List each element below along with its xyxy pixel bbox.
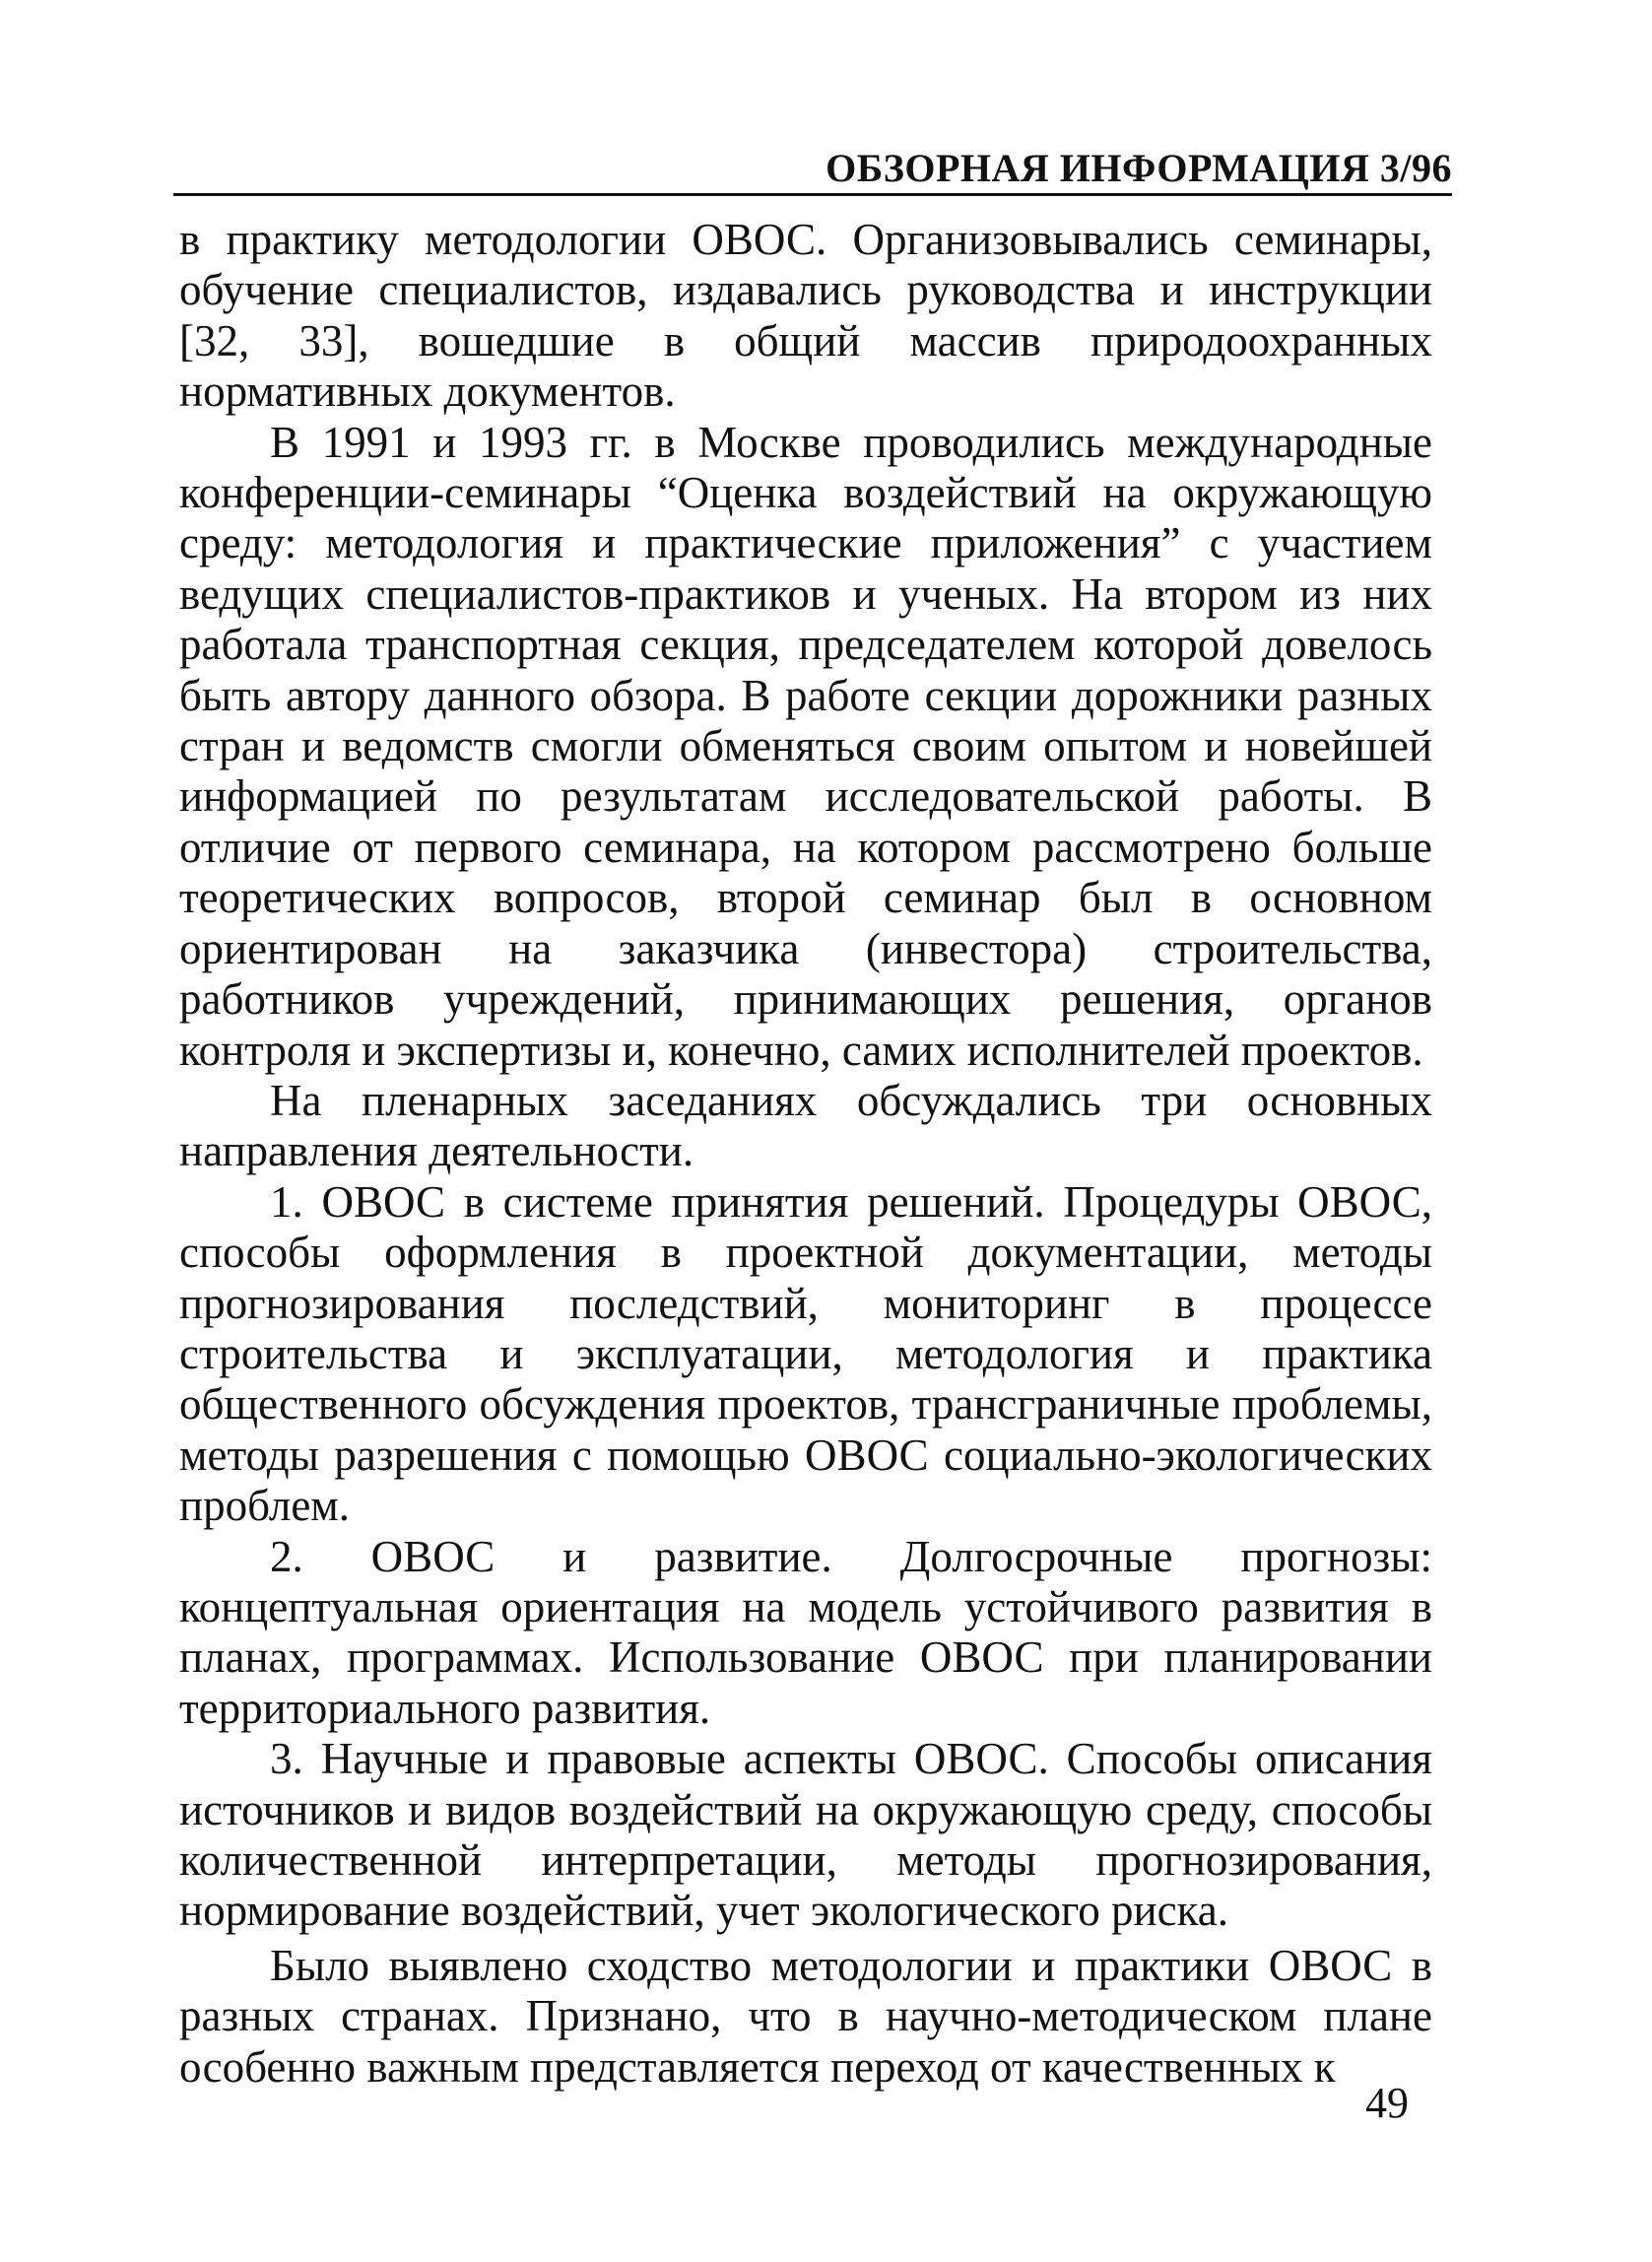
list-item-3: 3. Научные и правовые аспекты ОВОС. Способы описания источников и видов воздействий на окружающую среду, способы количественной интерпретации, методы прогнозирования, нормирование воздействий, учет экологического риска. [179, 1734, 1432, 1936]
list-item-2: 2. ОВОС и развитие. Долгосрочные прогнозы: концептуальная ориентация на модель устойчивого развития в планах, программах. Использование ОВОС при планировании территориального развития. [179, 1531, 1432, 1733]
paragraph-3: На пленарных заседаниях обсуждались три основных направления деятельности. [179, 1075, 1432, 1176]
paragraph-4: Было выявлено сходство методологии и практики ОВОС в разных странах. Признано, что в научно-методическом плане особенно важным представляется переход от качественных к [179, 1940, 1432, 2092]
page-number: 49 [1365, 2079, 1409, 2127]
running-header: ОБЗОРНАЯ ИНФОРМАЦИЯ 3/96 [826, 146, 1452, 190]
paragraph-2: В 1991 и 1993 гг. в Москве проводились международные конференции-семинары “Оценка воздействий на окружающую среду: методология и практические приложения” с участием ведущих специалистов-практиков и ученых. На втором из них работала транспортная секция, председателем которой довелось быть автору данного обзора. В работе секции дорожники разных стран и ведомств смогли обменяться своим опытом и новейшей информацией по результатам исследовательской работы. В отличие от первого семинара, на котором рассмотрено больше теоретических вопросов, второй семинар был в основном ориентирован на заказчика (инвестора) строительства, работников учреждений, принимающих решения, органов контроля и экспертизы и, конечно, самих исполнителей проектов. [179, 417, 1432, 1075]
body-text [179, 215, 1432, 2093]
header-rule [173, 193, 1452, 196]
paragraph-1: в практику методологии ОВОС. Организовывались семинары, обучение специалистов, издавались руководства и инструкции [32, 33], вошедшие в общий массив природоохранных нормативных документов. [179, 215, 1432, 417]
list-item-1: 1. ОВОС в системе принятия решений. Процедуры ОВОС, способы оформления в проектной документации, методы прогнозирования последствий, мониторинг в процессе строительства и эксплуатации, методология и практика общественного обсуждения проектов, трансграничные проблемы, методы разрешения с помощью ОВОС социально-экологических проблем. [179, 1176, 1432, 1531]
